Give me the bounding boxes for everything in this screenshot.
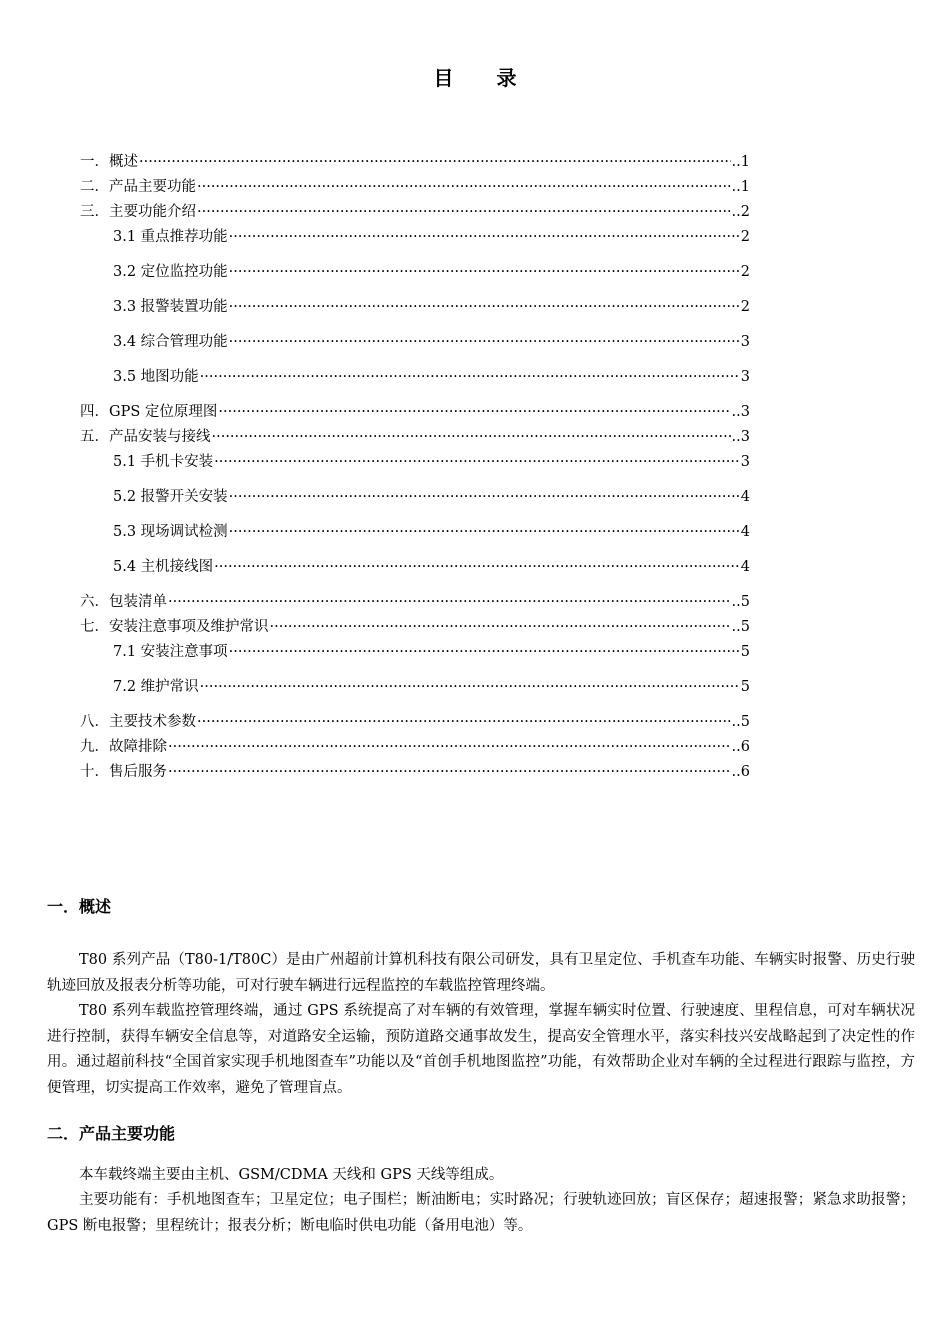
toc-entry-page: ..1: [731, 179, 750, 195]
toc-entry[interactable]: [80, 762, 750, 782]
toc-entry-number: 三．: [80, 204, 109, 220]
toc-title: 目 录: [433, 66, 535, 90]
toc-leader-dots: [229, 227, 740, 247]
toc-entry-page: ..6: [731, 764, 750, 780]
toc-entry[interactable]: [113, 452, 750, 472]
toc-entry[interactable]: [113, 522, 750, 542]
toc-leader-dots: [229, 262, 740, 282]
toc-entry[interactable]: [80, 427, 750, 447]
toc-entry-label: 7.1 安装注意事项: [113, 644, 228, 660]
toc-entry-number: 二．: [80, 179, 109, 195]
toc-entry-label: 5.4 主机接线图: [113, 559, 214, 575]
toc-leader-dots: [168, 592, 731, 612]
toc-leader-dots: [214, 557, 740, 577]
toc-entry-label: 故障排除: [109, 739, 167, 755]
toc-entry-page: 2: [740, 264, 750, 280]
toc-entry-label: 3.1 重点推荐功能: [113, 229, 228, 245]
toc-entry-number: 八．: [80, 714, 109, 730]
toc-entry-label: 产品主要功能: [109, 179, 196, 195]
toc-entry[interactable]: [113, 262, 750, 282]
toc-entry[interactable]: [80, 617, 750, 637]
toc-entry-page: ..3: [731, 429, 750, 445]
toc-entry-label: 3.3 报警装置功能: [113, 299, 228, 315]
toc-entry-page: 5: [740, 679, 750, 695]
toc-entry-page: 2: [740, 299, 750, 315]
toc-entry-label: 包装清单: [109, 594, 167, 610]
section-heading-main-functions: 二．产品主要功能: [47, 1124, 176, 1143]
toc-entry-page: 2: [740, 229, 750, 245]
toc-entry[interactable]: [80, 202, 750, 222]
toc-entry-page: ..6: [731, 739, 750, 755]
toc-leader-dots: [212, 427, 731, 447]
toc-entry-label: 5.2 报警开关安装: [113, 489, 228, 505]
toc-entry-label: 3.4 综合管理功能: [113, 334, 228, 350]
section-heading-overview: 一．概述: [47, 897, 112, 916]
toc-entry-label: 产品安装与接线: [109, 429, 211, 445]
toc-entry[interactable]: [113, 297, 750, 317]
toc-entry-number: 一．: [80, 154, 109, 170]
toc-leader-dots: [168, 737, 731, 757]
toc-entry-number: 六．: [80, 594, 109, 610]
toc-entry-number: 七．: [80, 619, 109, 635]
paragraph: T80 系列产品（T80-1/T80C）是由广州超前计算机科技有限公司研发，具有卫星定位、手机查车功能、车辆实时报警、历史行驶轨迹回放及报表分析等功能，可对行驶车辆进行远程监控的车载监控管理终端。: [47, 952, 915, 994]
toc-entry[interactable]: [80, 737, 750, 757]
toc-leader-dots: [229, 297, 740, 317]
toc-entry[interactable]: [113, 642, 750, 662]
toc-leader-dots: [200, 367, 740, 387]
toc-entry-page: ..5: [731, 619, 750, 635]
toc-leader-dots: [229, 642, 740, 662]
toc-entry-number: 五．: [80, 429, 109, 445]
toc-entry-page: ..5: [731, 594, 750, 610]
toc-entry[interactable]: [113, 367, 750, 387]
toc-leader-dots: [168, 762, 731, 782]
paragraph: 本车载终端主要由主机、GSM/CDMA 天线和 GPS 天线等组成。: [79, 1167, 504, 1183]
toc-entry-label: 概述: [109, 154, 138, 170]
paragraph: T80 系列车载监控管理终端，通过 GPS 系统提高了对车辆的有效管理，掌握车辆实时位置、行驶速度、里程信息，可对车辆状况进行控制，获得车辆安全信息等，对道路安全运输，预防道路交通事故发生，提高安全管理水平，落实科技兴安战略起到了决定性的作用。通过超前科技“全国首家实现手机地图查车”功能以及“首创手机地图监控”功能，有效帮助企业对车辆的全过程进行跟踪与监控，方便管理，切实提高工作效率，避免了管理盲点。: [47, 1003, 915, 1096]
toc-entry-label: 安装注意事项及维护常识: [109, 619, 269, 635]
toc-entry-page: 3: [740, 369, 750, 385]
toc-leader-dots: [214, 452, 740, 472]
toc-leader-dots: [139, 152, 731, 172]
toc-entry-page: ..3: [731, 404, 750, 420]
toc-entry-page: 3: [740, 334, 750, 350]
toc-leader-dots: [197, 712, 731, 732]
toc-entry-page: 4: [740, 489, 750, 505]
toc-entry[interactable]: [80, 592, 750, 612]
toc-entry-label: 5.1 手机卡安装: [113, 454, 214, 470]
toc-entry[interactable]: [113, 227, 750, 247]
toc-entry-number: 十．: [80, 764, 109, 780]
toc-entry-number: 四．: [80, 404, 109, 420]
toc-entry[interactable]: [80, 402, 750, 422]
toc-entry[interactable]: [80, 152, 750, 172]
toc-entry[interactable]: [80, 177, 750, 197]
toc-leader-dots: [270, 617, 731, 637]
toc-entry-page: 4: [740, 524, 750, 540]
toc-entry-number: 九．: [80, 739, 109, 755]
toc-entry-label: 主要功能介绍: [109, 204, 196, 220]
toc-entry-page: 4: [740, 559, 750, 575]
toc-entry-label: 5.3 现场调试检测: [113, 524, 228, 540]
toc-entry[interactable]: [113, 677, 750, 697]
toc-entry-page: ..2: [731, 204, 750, 220]
toc-leader-dots: [197, 177, 731, 197]
toc-entry-page: ..1: [731, 154, 750, 170]
toc-entry-page: 3: [740, 454, 750, 470]
paragraph: 主要功能有：手机地图查车；卫星定位；电子围栏；断油断电；实时路况；行驶轨迹回放；盲区保存；超速报警；紧急求助报警；GPS 断电报警；里程统计；报表分析；断电临时供电功能（备用电池）等。: [47, 1192, 915, 1234]
toc-entry-label: 3.2 定位监控功能: [113, 264, 228, 280]
toc-leader-dots: [197, 202, 731, 222]
toc-leader-dots: [229, 522, 740, 542]
toc-leader-dots: [200, 677, 740, 697]
toc-entry-label: 主要技术参数: [109, 714, 196, 730]
toc-entry-label: 7.2 维护常识: [113, 679, 199, 695]
toc-entry-label: 售后服务: [109, 764, 167, 780]
toc-entry[interactable]: [113, 557, 750, 577]
toc-entry[interactable]: [113, 487, 750, 507]
toc-entry-label: 3.5 地图功能: [113, 369, 199, 385]
toc-entry-page: 5: [740, 644, 750, 660]
toc-leader-dots: [229, 487, 740, 507]
toc-entry-page: ..5: [731, 714, 750, 730]
toc-entry[interactable]: [80, 712, 750, 732]
toc-entry[interactable]: [113, 332, 750, 352]
toc-leader-dots: [218, 402, 730, 422]
toc-entry-label: GPS 定位原理图: [109, 404, 218, 420]
toc-leader-dots: [229, 332, 740, 352]
